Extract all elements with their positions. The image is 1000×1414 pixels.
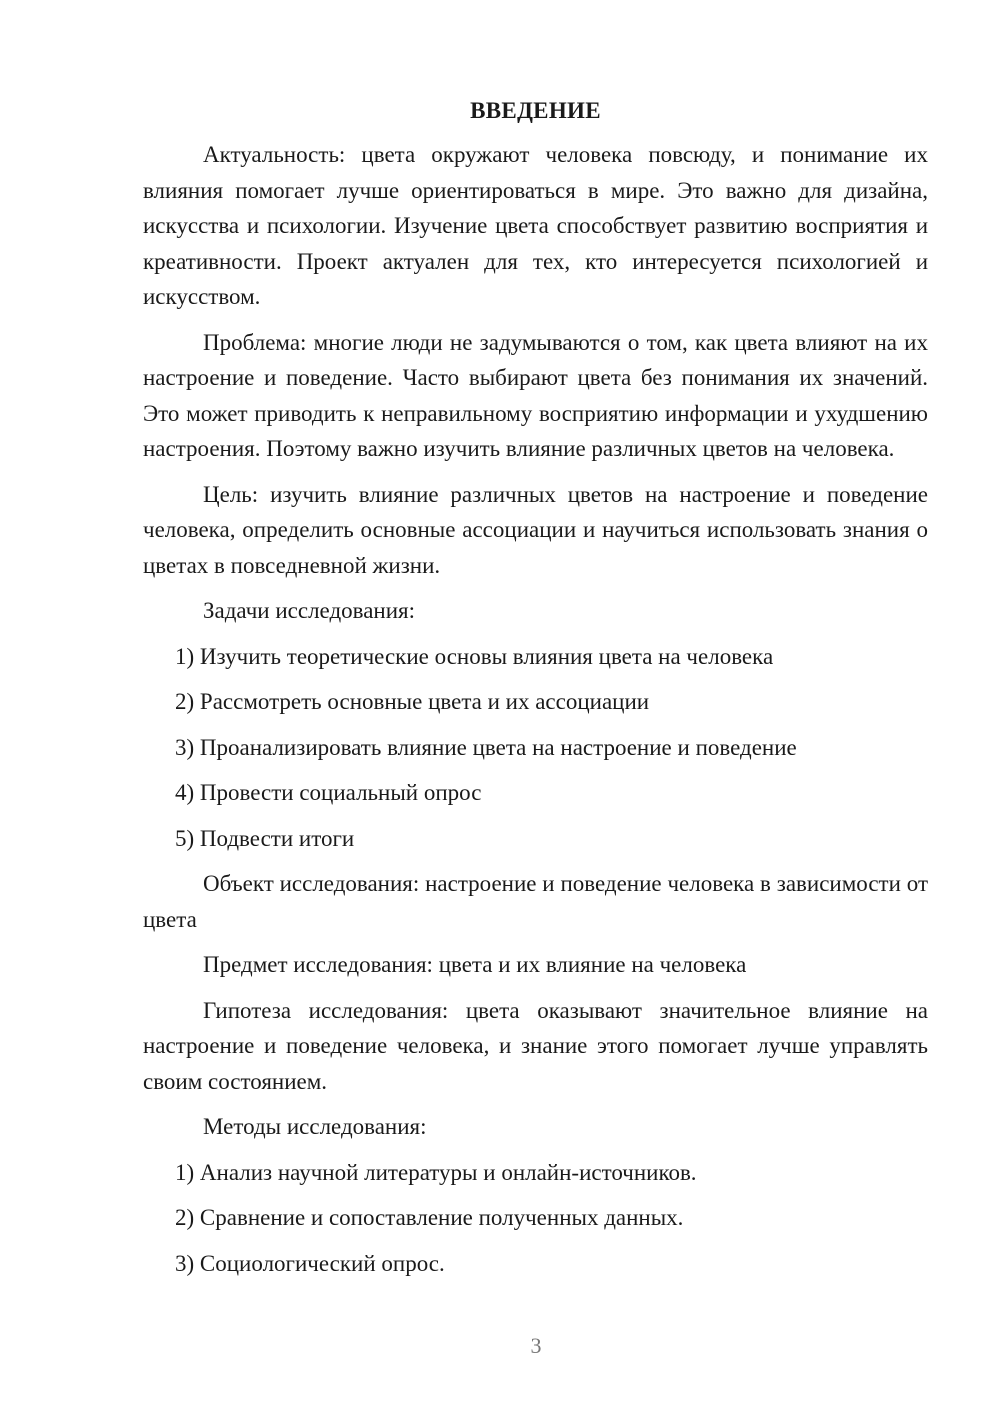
list-item: 2) Рассмотреть основные цвета и их ассоциации xyxy=(175,689,650,714)
relevance-paragraph: Актуальность: цвета окружают человека повсюду, и понимание их влияния помогает лучше ориентироваться в мире. Это важно для дизайна, искусства и психологии. Изучение цвета способствует развитию восприятия и креативности. Проект актуален для тех, кто интересуется психологией и искусством. xyxy=(143,142,928,309)
hypothesis-paragraph: Гипотеза исследования: цвета оказывают значительное влияние на настроение и поведение человека, и знание этого помогает лучше управлять своим состоянием. xyxy=(143,997,928,1094)
list-item: 4) Провести социальный опрос xyxy=(175,780,482,805)
subject-paragraph: Предмет исследования: цвета и их влияние на человека xyxy=(203,952,747,977)
section-title: ВВЕДЕНИЕ xyxy=(470,98,601,123)
object-paragraph: Объект исследования: настроение и поведение человека в зависимости от цвета xyxy=(143,871,928,932)
list-item: 1) Изучить теоретические основы влияния цвета на человека xyxy=(175,643,774,669)
methods-heading: Методы исследования: xyxy=(203,1114,427,1139)
list-item: 2) Сравнение и сопоставление полученных данных. xyxy=(175,1205,684,1230)
problem-paragraph: Проблема: многие люди не задумываются о том, как цвета влияют на их настроение и поведение. Часто выбирают цвета без понимания их значений. Это может приводить к неправильному восприятию информации и ухудшению настроения. Поэтому важно изучить влияние различных цветов на человека. xyxy=(143,329,928,461)
tasks-heading: Задачи исследования: xyxy=(203,598,416,623)
list-item: 5) Подвести итоги xyxy=(175,825,355,851)
list-item: 3) Социологический опрос. xyxy=(175,1250,445,1276)
page-number: 3 xyxy=(530,1333,542,1358)
list-item: 3) Проанализировать влияние цвета на настроение и поведение xyxy=(175,734,797,760)
document-page xyxy=(143,94,928,1281)
list-item: 1) Анализ научной литературы и онлайн-источников. xyxy=(175,1159,697,1185)
goal-paragraph: Цель: изучить влияние различных цветов на настроение и поведение человека, определить основные ассоциации и научиться использовать знания о цветах в повседневной жизни. xyxy=(143,481,928,578)
